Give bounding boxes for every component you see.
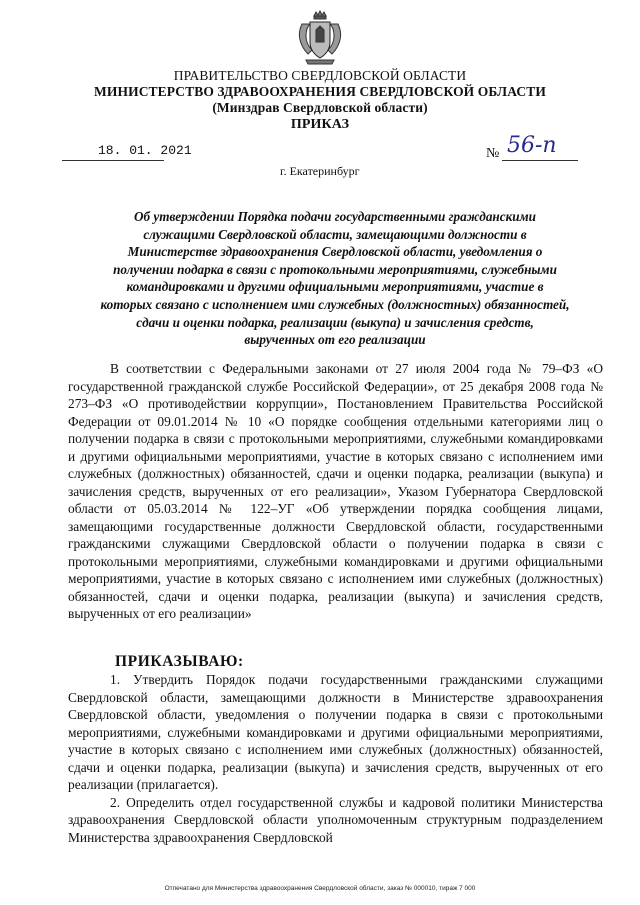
order-word: ПРИКАЗЫВАЮ: [115, 653, 244, 670]
document-number: 56-п [507, 133, 557, 158]
number-underline [502, 160, 578, 161]
order-item-2: 2. Определить отдел государственной службы и кадровой политики Министерства здравоохранения Свердловской области уполномоченным структурным подразделением Министерства здравоохранения Свердловской [68, 794, 603, 845]
print-footer: Отпечатано для Министерства здравоохранения Свердловской области, заказ № 000010, тираж 7 000 [164, 885, 476, 892]
preamble-paragraph: В соответствии с Федеральными законами от 27 июля 2004 года № 79–ФЗ «О государственной гражданской службе Российской Федерации», от 25 декабря 2008 года № 273–ФЗ «О противодействии коррупции», Постановлением Правительства Российской Федерации от 09.01.2014 № 10 «О порядке сообщения отдельными категориями лиц о получении подарка в связи с протокольными мероприятиями, служебными командировками и другими официальными мероприятиями, участие в которых связано с исполнением ими служебных (должностных) обязанностей, сдачи и оценки подарка, реализации (выкупа) и зачисления средств, вырученных от его реализации», Указом Губернатора Свердловской области от 05.03.2014 № 122–УГ «Об утверждении порядка сообщения лицами, замещающими государственные должности Свердловской области, государственными гражданскими служащими Свердловской области о получении подарка в связи с протокольными мероприятиями, служебными командировками и другими официальными мероприятиями, участие в которых связано с исполнением ими служебных (должностных) обязанностей, сдачи и оценки подарка, реализации (выкупа) и зачисления средств, вырученных от его реализации» [68, 361, 603, 621]
government-heading: ПРАВИТЕЛЬСТВО СВЕРДЛОВСКОЙ ОБЛАСТИ [173, 68, 467, 83]
document-date: 18. 01. 2021 [98, 143, 192, 158]
ministry-heading: МИНИСТЕРСТВО ЗДРАВООХРАНЕНИЯ СВЕРДЛОВСКОЙ ОБЛАСТИ [94, 84, 546, 99]
date-underline [62, 160, 164, 161]
order-items [68, 671, 603, 846]
coat-of-arms-emblem [296, 10, 344, 66]
document-body [68, 360, 603, 623]
doc-type-heading: ПРИКАЗ [290, 117, 350, 132]
ministry-short-name: (Минздрав Свердловской области) [212, 100, 428, 115]
order-item-1: 1. Утвердить Порядок подачи государственными гражданскими служащими Свердловской области, замещающими должности в Министерстве здравоохранения Свердловской области, уведомления о получении подарка в связи с протокольными мероприятиями, служебными командировками и другими официальными мероприятиями, участие в которых связано с исполнением ими служебных (должностных) обязанностей, сдачи и оценки подарка, реализации (выкупа) и зачисления средств, вырученных от его реализации (прилагается). [68, 672, 603, 792]
document-title: Об утверждении Порядка подачи государственными гражданскими служащими Свердловской области, замещающими должности в Министерстве здравоохранения Свердловской области, уведомления о получении подарка в связи с протокольными мероприятиями, служебными командировками и другими официальными мероприятиями, участие в которых связано с исполнением ими служебных (должностных) обязанностей, сдачи и оценки подарка, реализации (выкупа) и зачисления средств, вырученных от его реализации [100, 209, 570, 348]
city: г. Екатеринбург [280, 164, 360, 178]
number-label: № [486, 146, 500, 161]
